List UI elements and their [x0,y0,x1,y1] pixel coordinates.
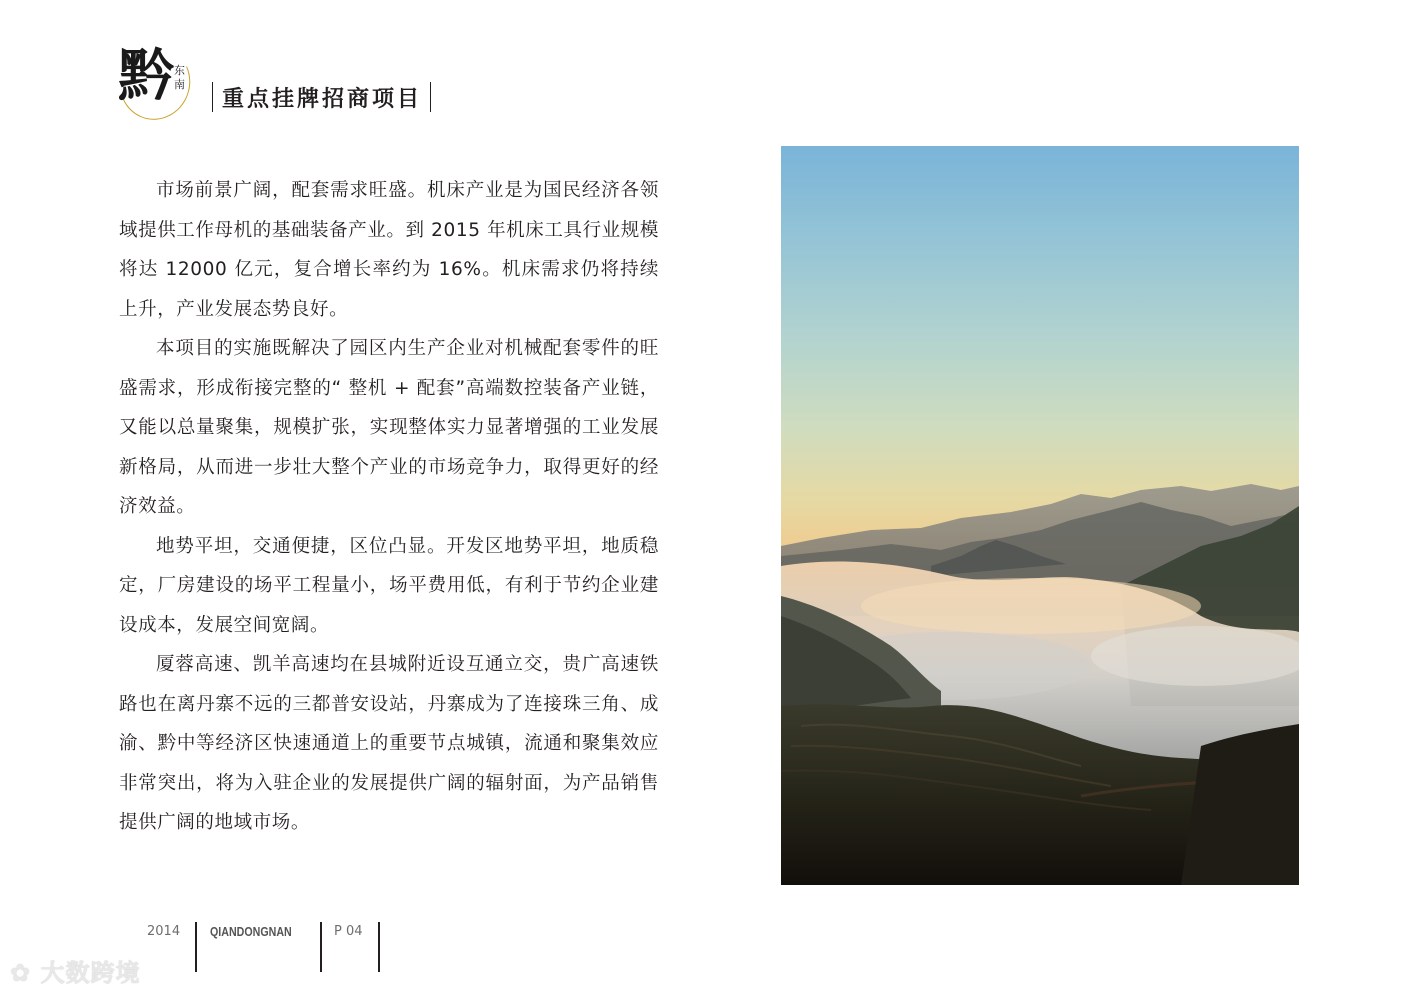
article-body [119,171,659,843]
paragraph-project: 本项目的实施既解决了园区内生产企业对机械配套零件的旺盛需求，形成衔接完整的“ 整机 + 配套”高端数控装备产业链，又能以总量聚集，规模扩张，实现整体实力显著增强的工业发展新格局，从而进一步壮大整个产业的市场竞争力，取得更好的经济效益。 [119,338,659,517]
watermark-logo-icon: ✿ [10,959,32,987]
page-number: P 04 [334,924,363,939]
paragraph-terrain: 地势平坦，交通便捷，区位凸显。开发区地势平坦，地质稳定，厂房建设的场平工程量小，场平费用低，有利于节约企业建设成本，发展空间宽阔。 [119,535,659,636]
logo [118,42,192,122]
watermark-text: 大数跨境 [40,959,141,987]
footer-divider-1 [195,922,197,972]
section-title: 重点挂牌招商项目 [222,86,423,112]
mountain-landscape-illustration [781,146,1299,885]
paragraph-market: 市场前景广阔，配套需求旺盛。机床产业是为国民经济各领域提供工作母机的基础装备产业。到 2015 年机床工具行业规模将达 12000 亿元，复合增长率约为 16%。机床需求仍将持续上升，产业发展态势良好。 [119,180,659,320]
landscape-photo [781,146,1299,885]
logo-main-char: 黔 [118,43,174,109]
footer-divider-2 [320,922,322,972]
header-divider-left [212,82,213,112]
footer-brand: QIANDONGNAN [210,924,292,939]
footer-divider-3 [378,922,380,972]
footer-year: 2014 [147,924,181,939]
header-divider-right [430,82,431,112]
paragraph-transport: 厦蓉高速、凯羊高速均在县城附近设互通立交，贵广高速铁路也在离丹寨不远的三都普安设站，丹寨成为了连接珠三角、成渝、黔中等经济区快速通道上的重要节点城镇，流通和聚集效应非常突出，将为入驻企业的发展提供广阔的辐射面，为产品销售提供广阔的地域市场。 [119,654,659,833]
watermark [10,956,140,990]
logo-sub-text: 东南 [174,64,185,91]
